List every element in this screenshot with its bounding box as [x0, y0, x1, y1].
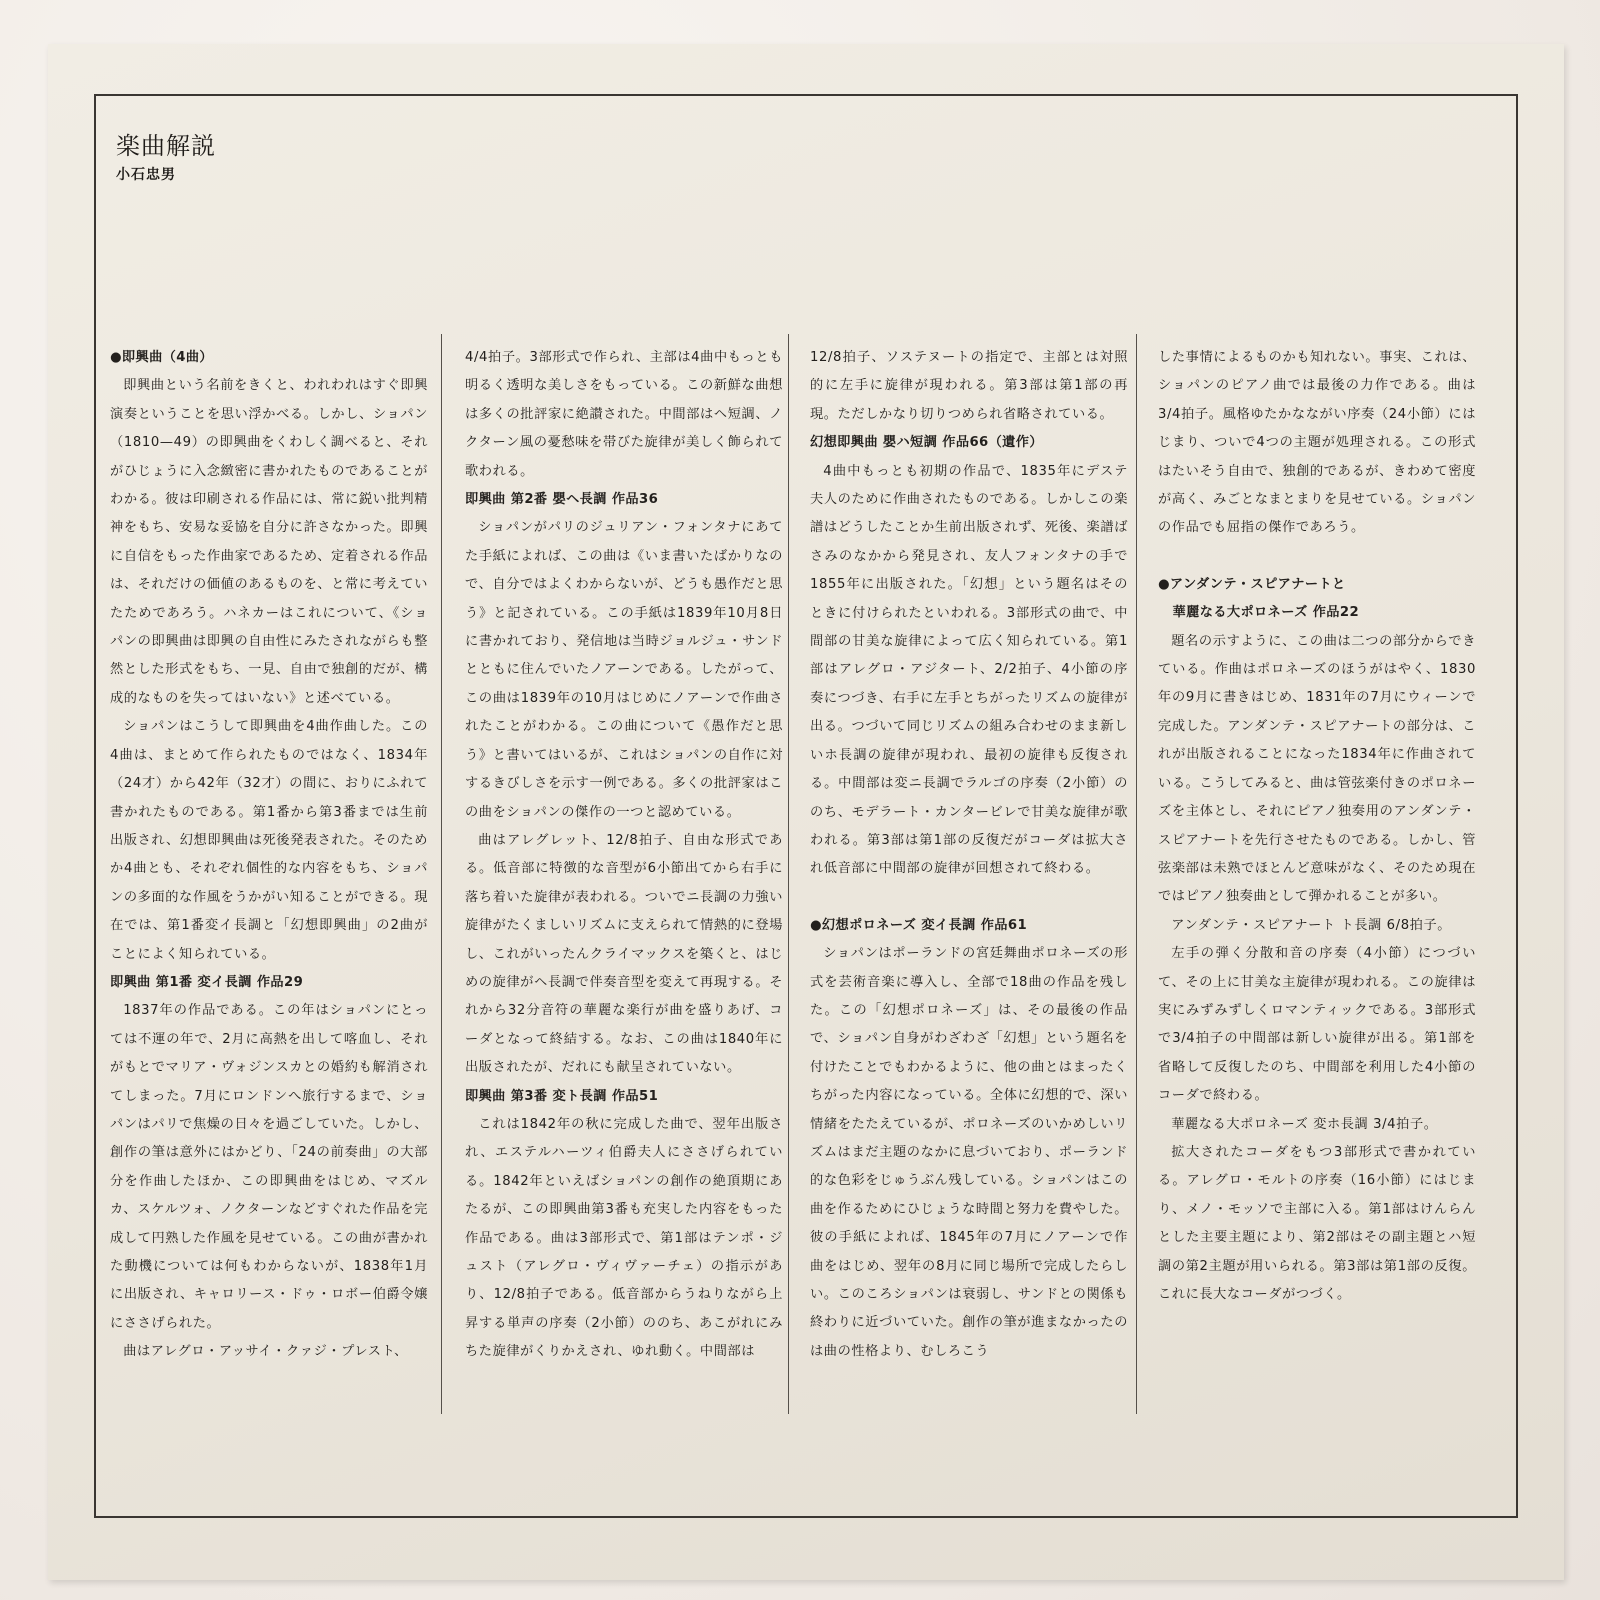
- column-divider: [441, 334, 442, 1414]
- paragraph: 題名の示すように、この曲は二つの部分からできている。作曲はポロネーズのほうがはやく、1830年の9月に書きはじめ、1831年の7月にウィーンで完成した。アンダンテ・スピアナートの部分は、これが出版されることになった1834年に作曲されている。こうしてみると、曲は管弦楽付きのポロネーズを主体とし、それにピアノ独奏用のアンダンテ・スピアナートを先行させたものである。しかし、管弦楽部は未熟でほとんど意味がなく、そのため現在ではピアノ独奏曲として弾かれることが多い。: [1158, 633, 1476, 905]
- paragraph: 1837年の作品である。この年はショパンにとっては不運の年で、2月に高熱を出して喀血し、それがもとでマリア・ヴォジンスカとの婚約も解消されてしまった。7月にロンドンへ旅行するまで、ショパンはパリで焦燥の日々を過ごしていた。しかし、創作の筆は意外にはかどり、「24の前奏曲」の大部分を作曲したほか、この即興曲をはじめ、マズルカ、スケルツォ、ノクターンなどすぐれた作品を完成して円熟した作風を見せている。この曲が書かれた動機については何もわからないが、1838年1月に出版され、キャロリース・ドゥ・ロボー伯爵令嬢にささげられた。: [110, 1003, 428, 1331]
- paragraph: 左手の弾く分散和音の序奏（4小節）につづいて、その上に甘美な主旋律が現われる。この旋律は実にみずみずしくロマンティックである。3部形式で3/4拍子の中間部は新しい旋律が出る。第1部を省略して反復したのち、中間部を利用した4小節のコーダで終わる。: [1158, 946, 1476, 1104]
- paragraph: 拡大されたコーダをもつ3部形式で書かれている。アレグロ・モルトの序奏（16小節）にはじまり、メノ・モッソで主部に入る。第1部はけんらんとした主要主題により、第2部はその副主題とハ短調の第2主題が用いられる。第3部は第1部の反復。これに長大なコーダがつづく。: [1158, 1144, 1476, 1302]
- text-column-2: [465, 344, 783, 1404]
- paragraph: ショパンはこうして即興曲を4曲作曲した。この4曲は、まとめて作られたものではなく、1834年（24才）から42年（32才）の間に、おりにふれて書かれたものである。第1番から第3番までは生前出版され、幻想即興曲は死後発表された。そのためか4曲とも、それぞれ個性的な内容をもち、ショパンの多面的な作風をうかがい知ることができる。現在では、第1番変イ長調と「幻想即興曲」の2曲がことによく知られている。: [110, 719, 428, 962]
- paragraph: 華麗なる大ポロネーズ 変ホ長調 3/4拍子。: [1171, 1116, 1438, 1132]
- paragraph: 即興曲という名前をきくと、われわれはすぐ即興演奏ということを思い浮かべる。しかし、ショパン（1810—49）の即興曲をくわしく調べると、それがひじょうに入念緻密に書かれたものであることがわかる。彼は印刷される作品には、常に鋭い批判精神をもち、安易な妥協を自分に許さなかった。即興に自信をもった作曲家であるため、定着される作品は、それだけの価値のあるものを、と常に考えていたためであろう。ハネカーはこれについて、《ショパンの即興曲は即興の自由性にみたされながらも整然とした形式をもち、一見、自由で独創的だが、構成的なものを失ってはいない》と述べている。: [110, 378, 428, 706]
- paragraph: ショパンはポーランドの宮廷舞曲ポロネーズの形式を芸術音楽に導入し、全部で18曲の作品を残した。この「幻想ポロネーズ」は、その最後の作品で、ショパン自身がわざわざ「幻想」という題名を付けたことでもわかるように、他の曲とはまったくちがった内容になっている。全体に幻想的で、深い情緒をたたえているが、ポロネーズのいかめしいリズムはまだ主題のなかに息づいており、ポーランド的な色彩をじゅうぶん残している。ショパンはこの曲を作るためにひじょうな時間と努力を費やした。彼の手紙によれば、1845年の7月にノアーンで作曲をはじめ、翌年の8月に同じ場所で完成したらしい。このころショパンは衰弱し、サンドとの関係も終わりに近づいていた。創作の筆が進まなかったのは曲の性格より、むしろこう: [810, 946, 1128, 1359]
- text-column-4: [1158, 344, 1476, 1404]
- text-column-1: [110, 344, 428, 1404]
- section-heading-line-2: 華麗なる大ポロネーズ 作品22: [1172, 605, 1360, 621]
- column-divider: [1136, 334, 1137, 1414]
- paragraph: これは1842年の秋に完成した曲で、翌年出版され、エステルハーツィ伯爵夫人にささげられている。1842年といえばショパンの創作の絶頂期にあたるが、この即興曲第3番も充実した内容をもった作品である。曲は3部形式で、第1部はテンポ・ジュスト（アレグロ・ヴィヴァーチェ）の指示があり、12/8拍子である。低音部からうねりながら上昇する単声の序奏（2小節）ののち、あこがれにみちた旋律がくりかえされ、ゆれ動く。中間部は: [465, 1116, 783, 1360]
- paragraph: 4曲中もっとも初期の作品で、1835年にデステ夫人のために作曲されたものである。しかしこの楽譜はどうしたことか生前出版されず、死後、楽譜ばさみのなかから発見され、友人フォンタナの手で1855年に出版された。「幻想」という題名はそのときに付けられたといわれる。3部形式の曲で、中間部の甘美な旋律によって広く知られている。第1部はアレグロ・アジタート、2/2拍子、4小節の序奏につづき、右手に左手とちがったリズムの旋律が出る。つづいて同じリズムの組み合わせのまま新しいホ長調の旋律が現われ、最初の旋律も反復される。中間部は変ニ長調でラルゴの序奏（2小節）ののち、モデラート・カンタービレで甘美な旋律が歌われる。第3部は第1部の反復だがコーダは拡大され低音部に中間部の旋律が回想されて終わる。: [810, 463, 1128, 877]
- section-heading: ●即興曲（4曲）: [110, 350, 214, 365]
- paragraph: した事情によるものかも知れない。事実、これは、ショパンのピアノ曲では最後の力作である。曲は3/4拍子。風格ゆたかなながい序奏（24小節）にはじまり、ついで4つの主題が処理される。この形式はたいそう自由で、独創的であるが、きわめて密度が高く、みごとなまとまりを見せている。ショパンの作品でも屈指の傑作であろう。: [1158, 350, 1476, 536]
- subsection-heading: 即興曲 第1番 変イ長調 作品29: [110, 974, 304, 990]
- paragraph: アンダンテ・スピアナート ト長調 6/8拍子。: [1171, 917, 1452, 933]
- text-column-3: [810, 344, 1128, 1404]
- subsection-heading: 即興曲 第2番 嬰ヘ長調 作品36: [465, 492, 659, 508]
- subsection-heading: 即興曲 第3番 変ト長調 作品51: [465, 1088, 659, 1104]
- paragraph: 4/4拍子。3部形式で作られ、主部は4曲中もっとも明るく透明な美しさをもっている。この新鮮な曲想は多くの批評家に絶讃された。中間部はヘ短調、ノクターン風の憂愁味を帯びた旋律が美しく飾られて歌われる。: [465, 350, 783, 479]
- paragraph: 曲はアレグロ・アッサイ・クァジ・プレスト、: [123, 1344, 408, 1360]
- page-title: 楽曲解説: [116, 132, 216, 160]
- subsection-heading: 幻想即興曲 嬰ハ短調 作品66（遺作）: [810, 435, 1043, 451]
- section-heading: ●アンダンテ・スピアナートと: [1158, 576, 1346, 592]
- author-name: 小石忠男: [116, 167, 176, 183]
- paragraph: 12/8拍子、ソステヌートの指定で、主部とは対照的に左手に旋律が現われる。第3部は第1部の再現。ただしかなり切りつめられ省略されている。: [810, 350, 1128, 422]
- paragraph: 曲はアレグレット、12/8拍子、自由な形式である。低音部に特徴的な音型が6小節出てから右手に落ち着いた旋律が表われる。ついでニ長調の力強い旋律がたくましいリズムに支えられて情熱的に登場し、これがいったんクライマックスを築くと、はじめの旋律がヘ長調で伴奏音型を変えて再現する。それから32分音符の華麗な楽行が曲を盛りあげ、コーダとなって終結する。なお、この曲は1840年に出版されたが、だれにも献呈されていない。: [465, 832, 783, 1076]
- column-divider: [788, 334, 789, 1414]
- section-heading: ●幻想ポロネーズ 変イ長調 作品61: [810, 917, 1028, 933]
- paragraph: ショパンがパリのジュリアン・フォンタナにあてた手紙によれば、この曲は《いま書いたばかりなので、自分ではよくわからないが、どうも愚作だと思う》と記されている。この手紙は1839年10月8日に書かれており、発信地は当時ジョルジュ・サンドとともに住んでいたノアーンである。したがって、この曲は1839年の10月はじめにノアーンで作曲されたことがわかる。この曲について《愚作だと思う》と書いてはいるが、これはショパンの自作に対するきびしさを示す一例である。多くの批評家はこの曲をショパンの傑作の一つと認めている。: [465, 520, 783, 820]
